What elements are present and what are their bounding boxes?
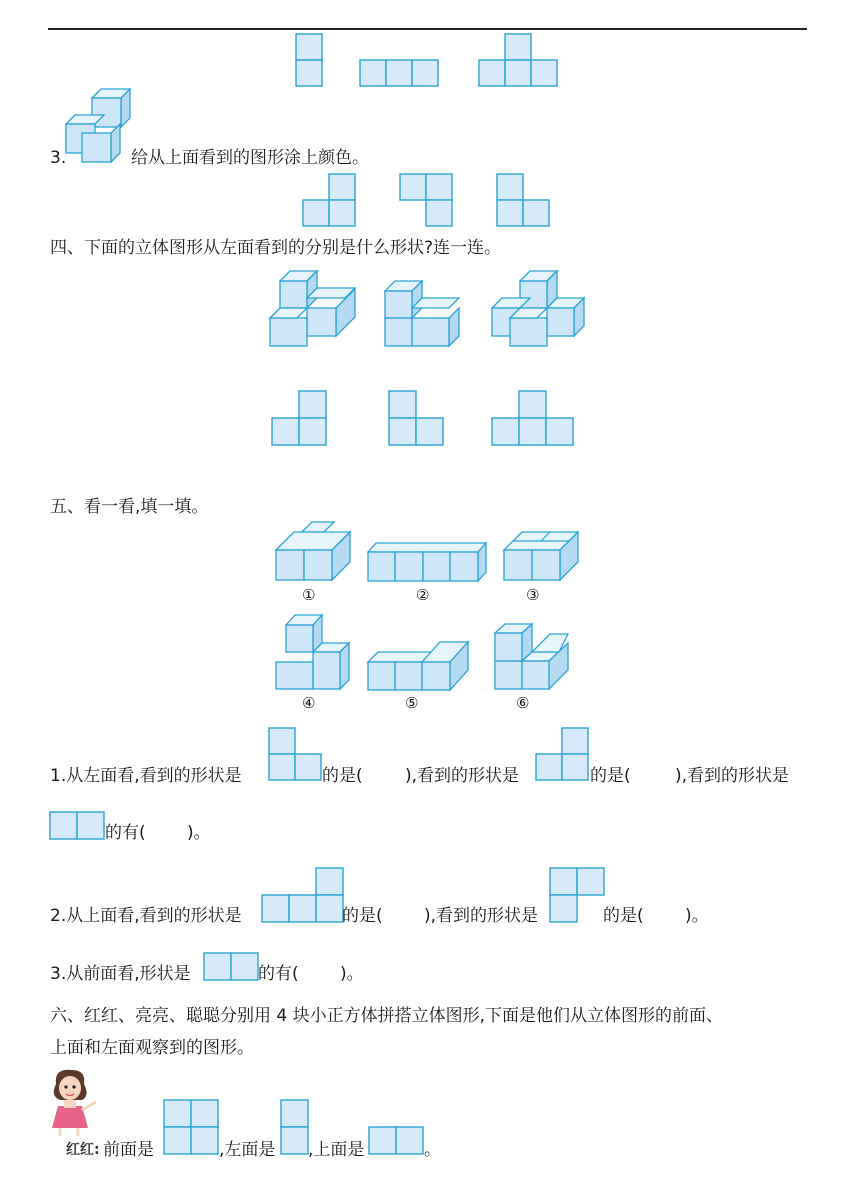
label-4: ④: [302, 694, 316, 712]
q5-3-text-b: 的有(: [258, 964, 299, 984]
q2-text-d: 的是(: [603, 906, 644, 926]
q1-text-c: ),看到的形状是: [405, 766, 520, 786]
q5-3-text-c: )。: [340, 964, 364, 984]
q1-text-e: ),看到的形状是: [675, 766, 790, 786]
q5-3-shape: [203, 952, 261, 982]
q2-text-b: 的是(: [342, 906, 383, 926]
label-2: ②: [416, 586, 430, 604]
q2-text-c: ),看到的形状是: [424, 906, 539, 926]
label-1: ①: [302, 586, 316, 604]
top-text: ,上面是: [308, 1140, 365, 1160]
label-6: ⑥: [516, 694, 530, 712]
section6-line2: 上面和左面观察到的图形。: [50, 1038, 254, 1058]
q2-shape-b: [549, 867, 607, 925]
section6-line1: 六、红红、亮亮、聪聪分别用 4 块小正方体拼搭立体图形,下面是他们从立体图形的前面、: [50, 1006, 724, 1026]
name-honghong: 红红:: [66, 1142, 100, 1158]
section4-title: 四、下面的立体图形从左面看到的分别是什么形状?连一连。: [50, 238, 502, 258]
q2-text-e: )。: [685, 906, 709, 926]
q1-shape-a: [268, 727, 324, 783]
q1-shape-b: [535, 727, 591, 783]
top-view-shape: [368, 1126, 426, 1156]
q3-text: 给从上面看到的图形涂上颜色。: [131, 148, 369, 168]
q2-text-a: 2.从上面看,看到的形状是: [50, 906, 242, 926]
q1-text-a: 1.从左面看,看到的形状是: [50, 766, 242, 786]
left-text: ,左面是: [219, 1140, 276, 1160]
q1-text-f: 的有(: [105, 823, 146, 843]
q1-text-g: )。: [187, 823, 211, 843]
front-view-shape: [163, 1099, 221, 1157]
q2-shape-a: [261, 867, 345, 925]
q3-number: 3.: [50, 148, 67, 168]
girl-illustration: [46, 1066, 116, 1138]
label-5: ⑤: [405, 694, 419, 712]
front-text: 前面是: [103, 1140, 154, 1160]
q5-3-text-a: 3.从前面看,形状是: [50, 964, 191, 984]
q1-shape-c: [49, 811, 107, 841]
q1-text-d: 的是(: [590, 766, 631, 786]
left-view-shape: [280, 1099, 310, 1157]
q1-text-b: 的是(: [322, 766, 363, 786]
section5-title: 五、看一看,填一填。: [50, 497, 209, 517]
label-3: ③: [526, 586, 540, 604]
end-mark: 。: [424, 1140, 441, 1160]
